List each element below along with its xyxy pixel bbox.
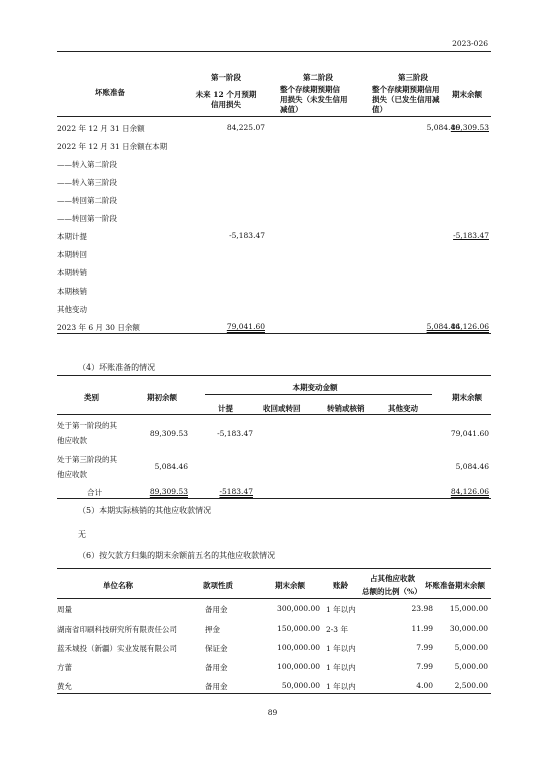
cell-end-bal: 150,000.00 (277, 624, 320, 633)
row-label: 本期转销 (57, 268, 87, 277)
col-header-age: 账龄 (333, 581, 348, 590)
row-label: ——转入第二阶段 (57, 160, 117, 169)
cell-name: 方蕾 (57, 663, 72, 672)
col-header-ratio: 占其他应收款 (370, 574, 415, 583)
col-header-stage3-sub: 损失（已发生信用减 (372, 95, 440, 104)
cell-end: 5,084.46 (455, 462, 489, 471)
cell-begin: 89,309.53 (149, 429, 188, 438)
cell-age: 1 年以内 (326, 644, 356, 653)
document-code: 2023-026 (452, 39, 488, 48)
total-end: 84,126.06 (450, 487, 489, 496)
cell-ratio: 4.00 (416, 681, 433, 690)
col-header-recover: 收回或转回 (263, 404, 301, 413)
cell-bad-debt: 2,500.00 (454, 681, 488, 690)
row-label: 他应收款 (57, 470, 87, 479)
cell-end: 79,041.60 (450, 429, 489, 438)
cell-nature: 备用金 (205, 682, 228, 691)
cell-end-bal: 50,000.00 (281, 681, 320, 690)
table3-header-rule (57, 598, 491, 599)
col-header-end-balance: 期末余额 (275, 581, 305, 590)
cell-bad-debt: 5,000.00 (454, 643, 488, 652)
row-label: ——转入第三阶段 (57, 178, 117, 187)
col-header-writeoff: 转销或核销 (327, 404, 365, 413)
cell-name: 周量 (57, 605, 72, 614)
cell-nature: 保证金 (205, 644, 228, 653)
cell-bad-debt: 15,000.00 (449, 604, 488, 613)
total-begin: 89,309.53 (149, 487, 188, 496)
col-header-stage3-sub: 值） (372, 105, 387, 114)
table3-top-rule (57, 568, 491, 569)
col-header-stage2-sub: 用损失（未发生信用 (280, 95, 348, 104)
cell-end-bal: 100,000.00 (277, 662, 320, 671)
cell-name: 湖南省印刷科技研究所有限责任公司 (57, 625, 177, 634)
table1-header-rule (57, 116, 491, 117)
col-header-end-balance: 期末余额 (452, 90, 482, 99)
section-6-title: （6）按欠款方归集的期末余额前五名的其他应收款情况 (78, 551, 276, 560)
row-label: 本期计提 (57, 232, 87, 241)
row-label: ——转回第一阶段 (57, 214, 117, 223)
cell-begin: 5,084.46 (154, 462, 188, 471)
cell-s1: 84,225.07 (226, 123, 265, 132)
section-5-title: （5）本期实际核销的其他应收款情况 (78, 506, 212, 515)
row-label: 2023 年 6 月 30 日余额 (57, 323, 140, 332)
table3-bottom-rule (57, 693, 491, 694)
col-header-accrue: 计提 (218, 404, 233, 413)
col-header-type: 类别 (84, 393, 99, 402)
cell-name: 黄允 (57, 682, 72, 691)
row-label: 本期转回 (57, 250, 87, 259)
header-rule (57, 51, 491, 52)
col-header-other-change: 其他变动 (388, 404, 418, 413)
row-label: 处于第三阶段的其 (57, 455, 117, 464)
row-label: ——转回第二阶段 (57, 196, 117, 205)
section-5-none: 无 (78, 530, 86, 539)
cell-age: 1 年以内 (326, 682, 356, 691)
row-label: 2022 年 12 月 31 日余额 (57, 124, 145, 133)
table2-bottom-rule (57, 498, 491, 499)
col-header-stage1-sub: 未来 12 个月预期 (195, 90, 257, 99)
cell-s1: -5,183.47 (229, 231, 265, 240)
cell-end: 89,309.53 (450, 123, 489, 132)
cell-s1: 79,041.60 (226, 322, 265, 331)
table2-group-rule (205, 394, 432, 395)
col-header-stage3-sub: 整个存续期预期信用 (372, 85, 440, 94)
cell-end-bal: 300,000.00 (277, 604, 320, 613)
row-label: 他应收款 (57, 436, 87, 445)
col-header-bad-debt: 坏账准备 (95, 88, 125, 97)
total-accrue: -5183.47 (219, 487, 253, 496)
cell-age: 2-3 年 (326, 625, 348, 634)
cell-end-bal: 100,000.00 (277, 643, 320, 652)
col-header-stage1: 第一阶段 (211, 73, 241, 82)
page-number: 89 (267, 708, 278, 717)
col-header-stage2: 第二阶段 (303, 73, 333, 82)
total-label: 合计 (87, 488, 102, 497)
col-header-bad-debt-end: 坏账准备期末余额 (425, 581, 485, 590)
cell-age: 1 年以内 (326, 605, 356, 614)
col-header-nature: 款项性质 (203, 581, 233, 590)
col-header-end-balance: 期末余额 (452, 393, 482, 402)
cell-accrue: -5,183.47 (217, 429, 253, 438)
cell-name: 蓝禾城投（新疆）实业发展有限公司 (57, 644, 177, 653)
row-label: 处于第一阶段的其 (57, 421, 117, 430)
row-label: 本期核销 (57, 287, 87, 296)
cell-end: -5,183.47 (453, 231, 489, 240)
cell-ratio: 7.99 (416, 643, 433, 652)
cell-nature: 备用金 (205, 605, 228, 614)
table1-bottom-rule (57, 333, 491, 334)
col-header-change-group: 本期变动金额 (292, 383, 338, 392)
row-label: 2022 年 12 月 31 日余额在本期 (57, 142, 168, 151)
cell-nature: 备用金 (205, 663, 228, 672)
col-header-ratio: 总额的比例（%） (362, 587, 422, 596)
cell-ratio: 11.99 (411, 624, 433, 633)
cell-age: 1 年以内 (326, 663, 356, 672)
cell-s3: 5,084.46 (426, 123, 460, 132)
cell-bad-debt: 30,000.00 (449, 624, 488, 633)
table2-top-rule (57, 375, 491, 376)
col-header-stage3: 第三阶段 (398, 73, 428, 82)
cell-end: 84,126.06 (450, 322, 489, 331)
cell-ratio: 23.98 (411, 604, 433, 613)
section-4-title: （4）坏账准备的情况 (78, 363, 156, 372)
col-header-begin-balance: 期初余额 (147, 393, 177, 402)
cell-nature: 押金 (205, 625, 220, 634)
table2-header-rule (57, 414, 491, 415)
row-label: 其他变动 (57, 305, 87, 314)
col-header-stage1-sub: 信用损失 (211, 100, 241, 109)
cell-s3: 5,084.46 (426, 322, 460, 331)
col-header-stage2-sub: 整个存续期预期信 (280, 85, 340, 94)
col-header-unit-name: 单位名称 (103, 581, 133, 590)
col-header-stage2-sub: 减值） (280, 105, 303, 114)
cell-ratio: 7.99 (416, 662, 433, 671)
cell-bad-debt: 5,000.00 (454, 662, 488, 671)
